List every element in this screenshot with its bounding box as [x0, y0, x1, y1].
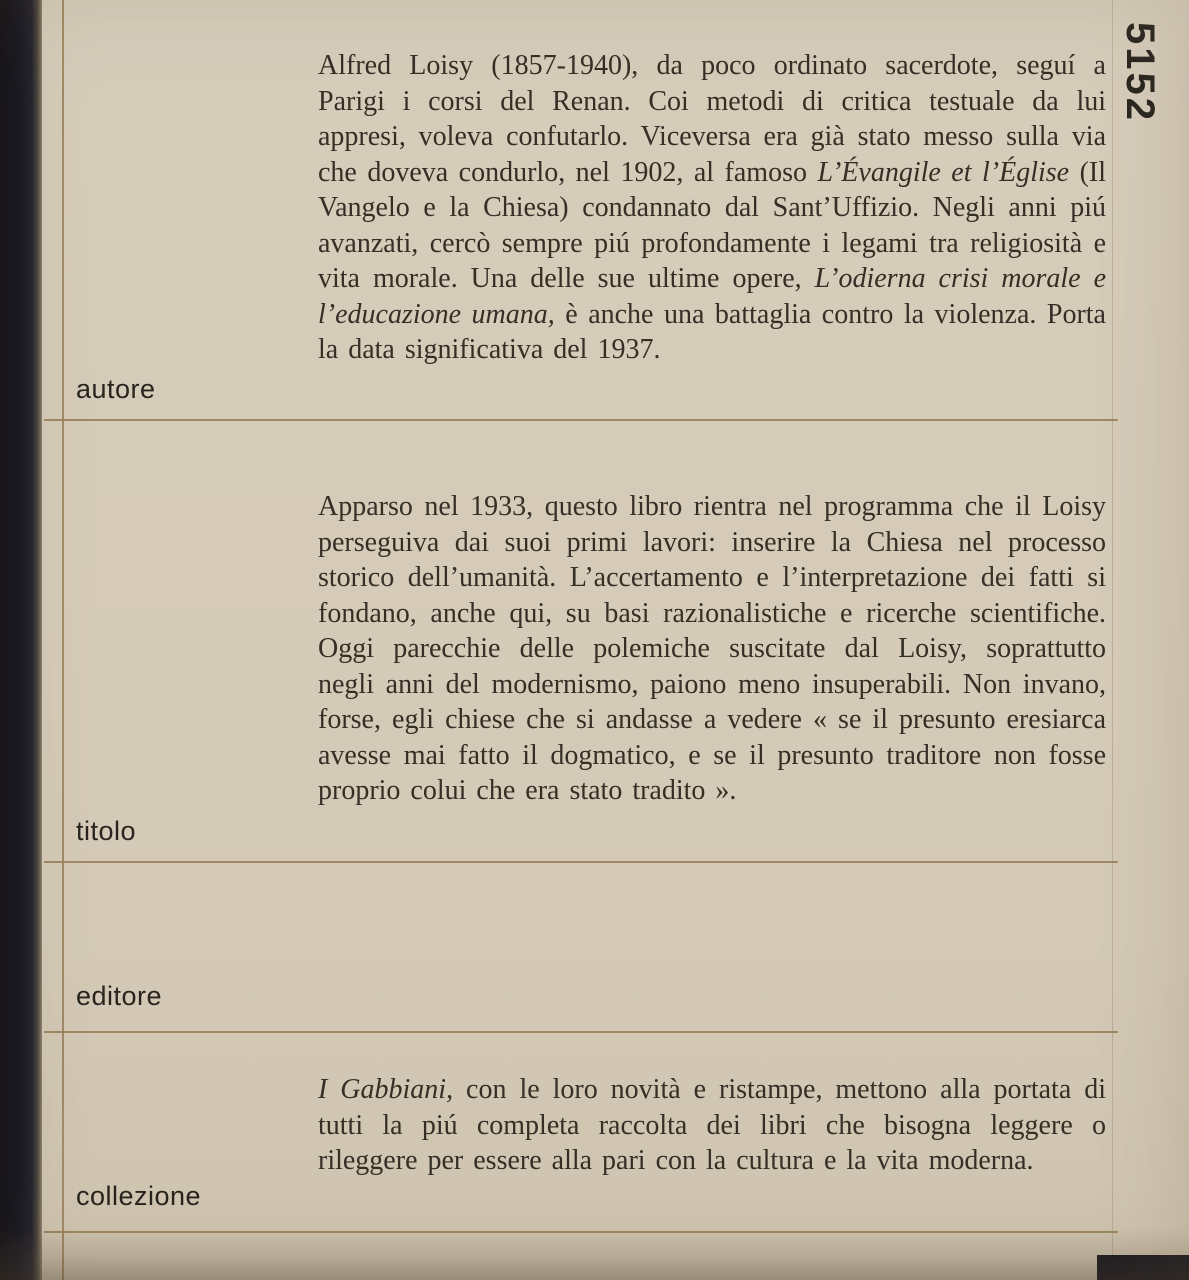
text-segment: L’Évangile et l’Église — [817, 156, 1070, 188]
text-segment: L’odierna crisi morale e l’educazione umana, — [318, 263, 1106, 330]
text-segment: Apparso nel 1933, questo libro rientra nel programma che il Loisy perseguiva dai suoi primi lavori: inserire la Chiesa nel processo storico dell’umanità. L’accertamento e l’interpretazione dei fatti si fondano, anche qui, su basi razionalistiche e ricerche scientifiche. Oggi parecchie delle polemiche suscitate dal Loisy, soprattutto negli anni del modernismo, paiono meno insuperabili. Non invano, forse, egli chiese che si andasse a vedere « se il presunto eresiarca avesse mai fatto il dogmatico, e se il presunto traditore non fosse proprio colui che era stato tradito ». — [318, 491, 1106, 806]
bottom-edge-shadow — [0, 1228, 1189, 1280]
collezione-text — [318, 1072, 1106, 1179]
column-divider-line — [62, 0, 64, 1280]
text-segment: Alfred Loisy (1857-1940), da poco ordinato sacerdote, seguí a Parigi i corsi del Renan. Coi metodi di critica testuale da lui appresi, voleva confutarlo. Viceversa era già stato messo sulla via che doveva condurlo, nel 1902, al famoso — [318, 50, 1106, 188]
divider-line-collezione — [44, 1231, 1118, 1233]
text-segment: è anche una battaglia contro la violenza. Porta la data significativa del 1937. — [318, 298, 1106, 365]
book-spine — [0, 0, 42, 1280]
label-editore: editore — [76, 981, 163, 1011]
text-segment: con le loro novità e ristampe, mettono alla portata di tutti la piú completa raccolta dei libri che bisogna leggere o rileggere per essere alla pari con la cultura e la vita moderna. — [318, 1074, 1107, 1176]
autore-text — [318, 48, 1106, 368]
bottom-corner-shadow — [1097, 1255, 1189, 1280]
cover-edge-line — [1112, 0, 1113, 1280]
label-autore: autore — [76, 374, 156, 404]
divider-line-editore — [44, 1031, 1118, 1033]
label-titolo: titolo — [76, 816, 137, 846]
label-collezione: collezione — [76, 1181, 202, 1211]
titolo-text — [318, 489, 1106, 809]
edition-number: 5152 — [1118, 22, 1162, 123]
divider-line-titolo — [44, 861, 1118, 863]
divider-line-autore — [44, 419, 1118, 421]
text-segment: I Gabbiani, — [318, 1074, 454, 1105]
text-segment: (Il Vangelo e la Chiesa) condannato dal Sant’Uffizio. Negli anni piú avanzati, cercò sempre piú profondamente i legami tra religiosità e vita morale. Una delle sue ultime opere, — [318, 156, 1107, 294]
